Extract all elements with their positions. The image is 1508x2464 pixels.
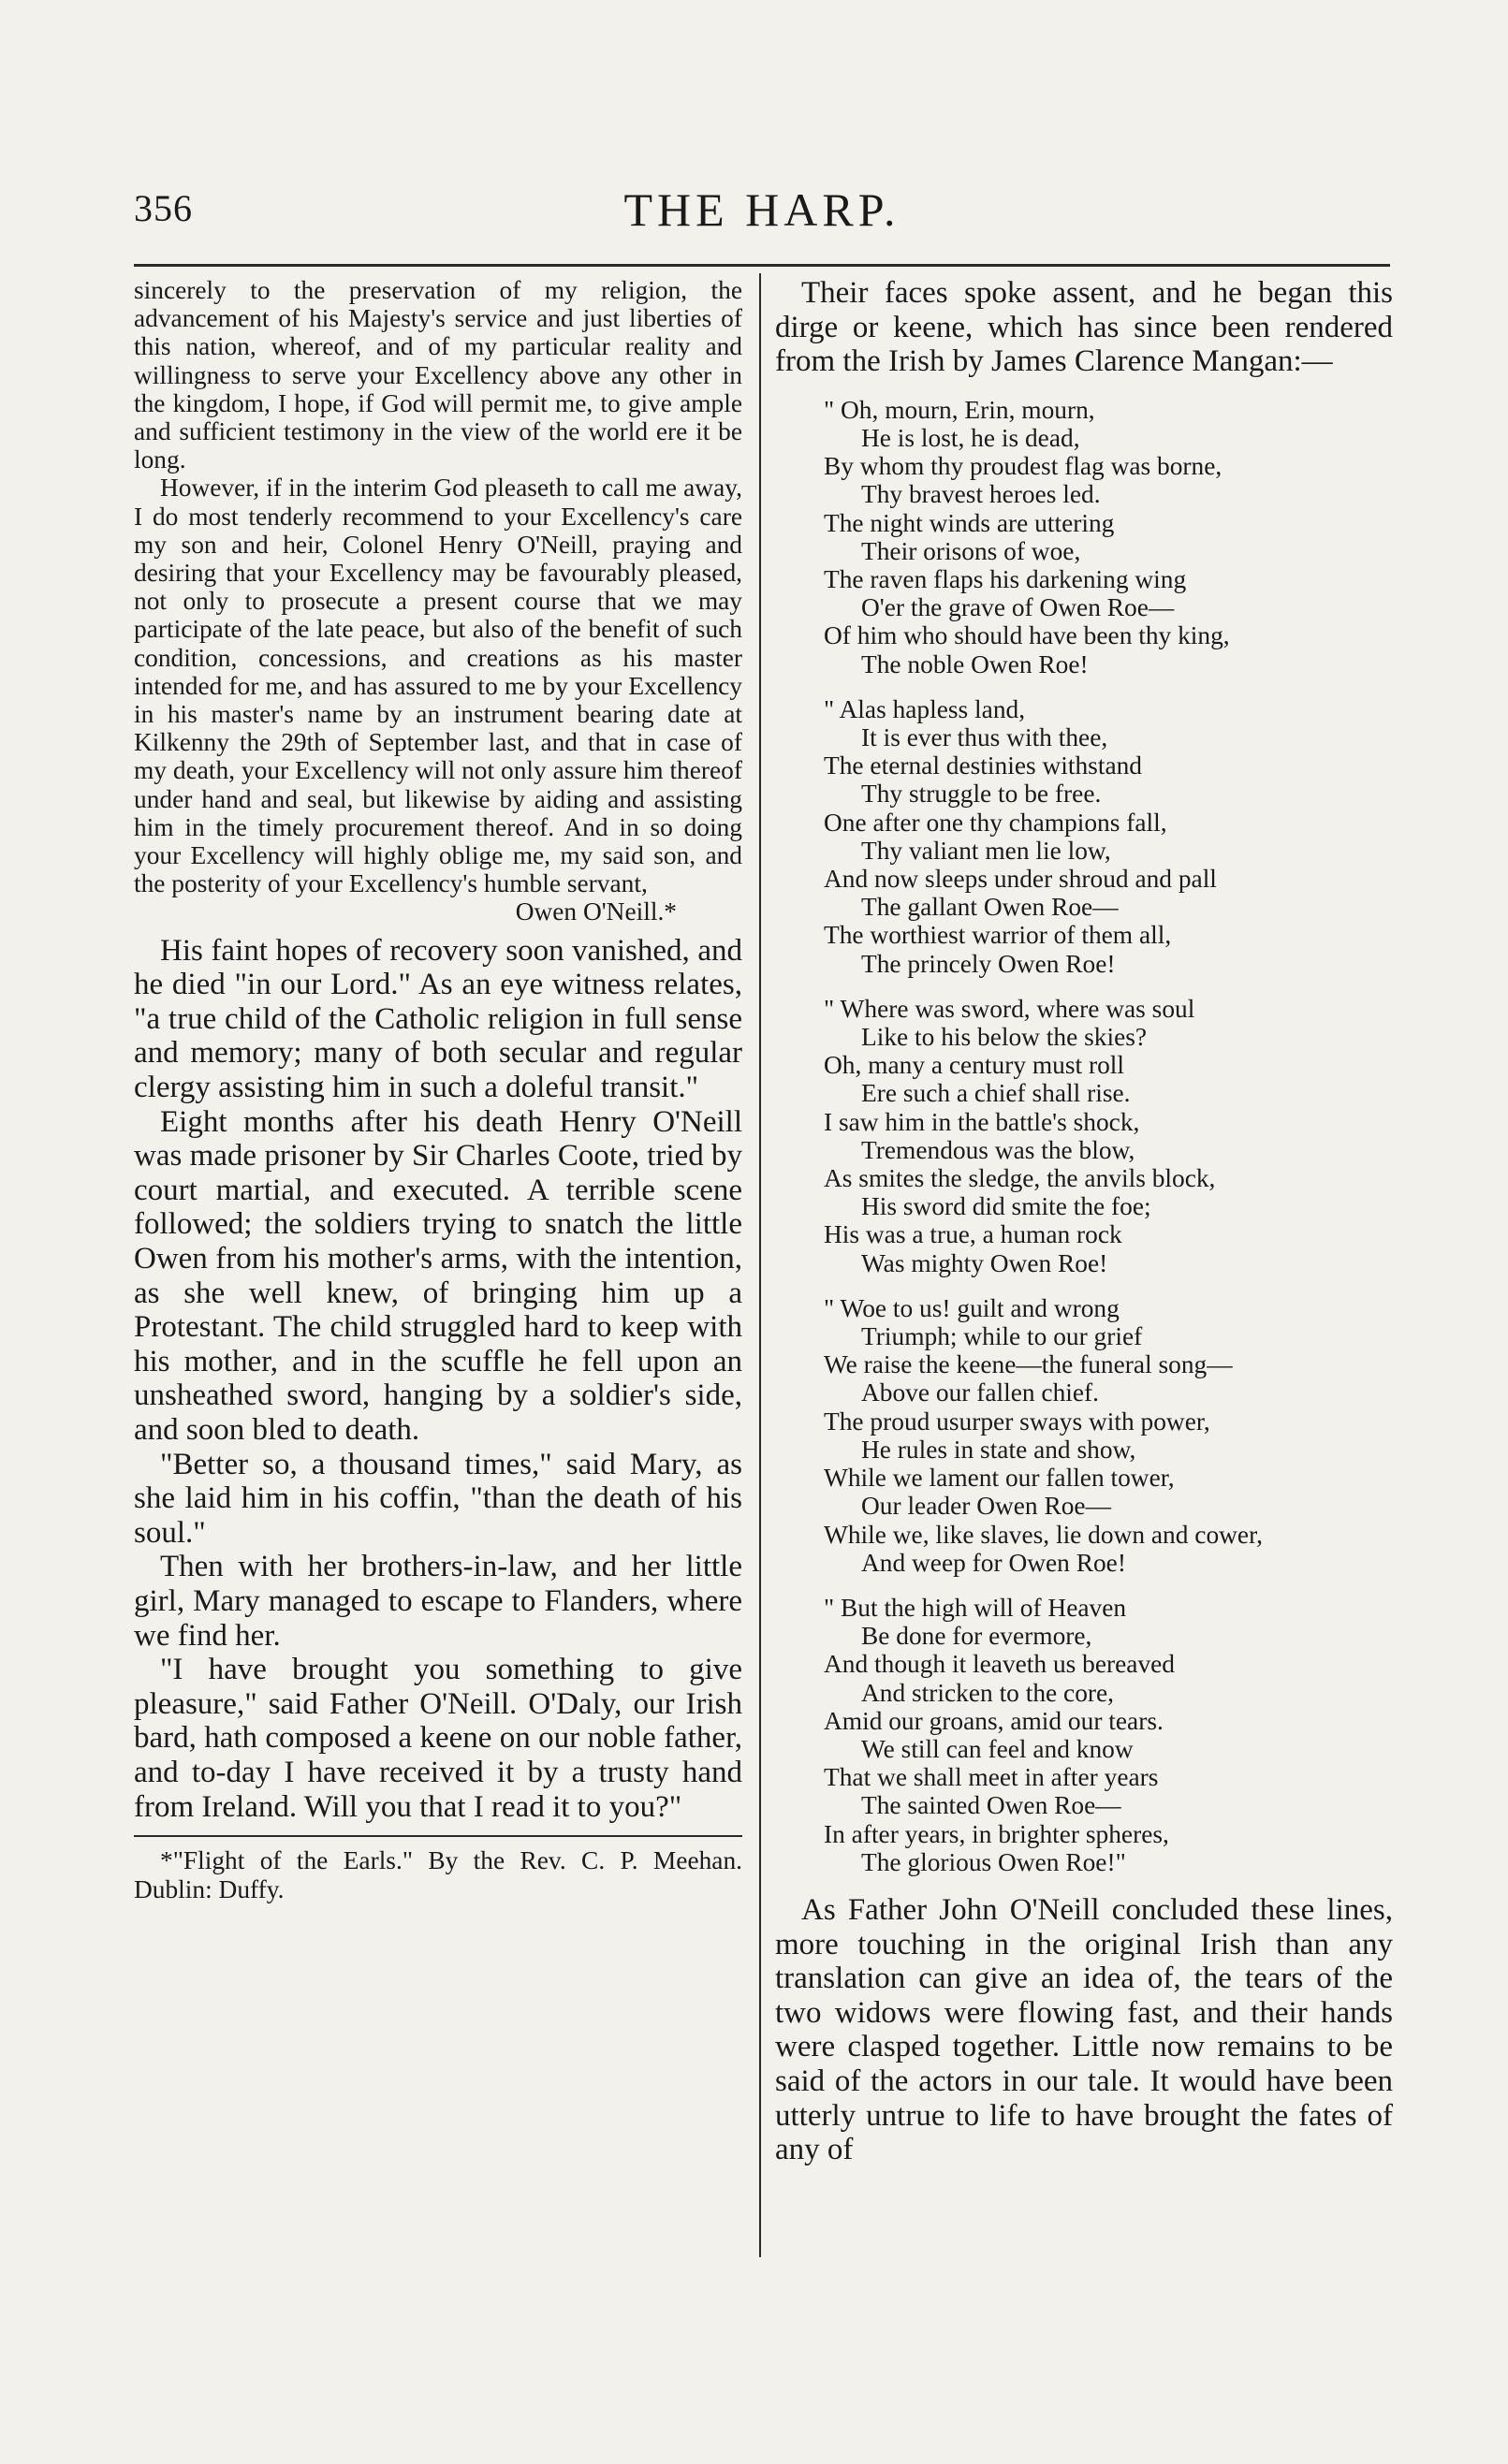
poem-line: We still can feel and know: [861, 1734, 1134, 1763]
column-divider: [759, 273, 761, 2257]
poem-line: Was mighty Owen Roe!: [861, 1248, 1108, 1277]
body-paragraph: His faint hopes of recovery soon vanished, and he died "in our Lord." As an eye witness relates, "a true child of the Catholic religion in full sense and memory; many of both secular and regular clergy assisting him in such a doleful transit.": [134, 933, 742, 1105]
poem-stanza: [775, 995, 1393, 1277]
poem-line: He rules in state and show,: [861, 1435, 1136, 1464]
poem-line: Ere such a chief shall rise.: [861, 1079, 1131, 1108]
poem-line: While we, like slaves, lie down and cower,: [824, 1520, 1263, 1549]
poem-stanza: [775, 1594, 1393, 1876]
left-column: [134, 276, 742, 1903]
poem-line: While we lament our fallen tower,: [824, 1464, 1175, 1493]
poem-line: And now sleeps under shroud and pall: [824, 865, 1217, 894]
poem-line: Triumph; while to our grief: [861, 1322, 1143, 1351]
poem-line: And though it leaveth us bereaved: [824, 1650, 1175, 1679]
page-header: [134, 182, 1390, 239]
poem-line: Oh, many a century must roll: [824, 1051, 1125, 1080]
poem-line: Our leader Owen Roe—: [861, 1492, 1111, 1521]
poem-line: And stricken to the core,: [861, 1678, 1115, 1707]
poem-line: Above our fallen chief.: [861, 1378, 1100, 1407]
header-rule: [134, 264, 1390, 267]
poem-line: Be done for evermore,: [861, 1622, 1092, 1651]
poem-line: " Oh, mourn, Erin, mourn,: [824, 395, 1095, 424]
poem-line: In after years, in brighter spheres,: [824, 1819, 1169, 1848]
body-paragraph: As Father John O'Neill concluded these lines, more touching in the original Irish than any translation can give an idea of, the tears of the two widows were flowing fast, and their hands were clasped together. Little now remains to be said of the actors in our tale. It would have been utterly untrue to life to have brought the fates of any of: [775, 1892, 1393, 2167]
poem-line: " Where was sword, where was soul: [824, 994, 1195, 1023]
poem-line: The gallant Owen Roe—: [861, 893, 1119, 922]
poem-line: Amid our groans, amid our tears.: [824, 1706, 1164, 1735]
poem-line: The raven flaps his darkening wing: [824, 565, 1187, 593]
footnote-rule: [134, 1835, 742, 1837]
poem-line: The proud usurper sways with power,: [824, 1407, 1210, 1436]
footnote: *"Flight of the Earls." By the Rev. C. P. Meehan. Dublin: Duffy.: [134, 1846, 742, 1903]
poem-line: " Woe to us! guilt and wrong: [824, 1293, 1120, 1322]
poem-line: The night winds are uttering: [824, 508, 1115, 537]
poem-line: The noble Owen Roe!: [861, 649, 1089, 678]
poem-line: That we shall meet in after years: [824, 1763, 1159, 1792]
poem-line: He is lost, he is dead,: [861, 423, 1080, 452]
poem-line: Like to his below the skies?: [861, 1023, 1148, 1052]
poem-line: The eternal destinies withstand: [824, 751, 1143, 780]
poem-line: It is ever thus with thee,: [861, 723, 1108, 752]
poem-line: Thy struggle to be free.: [861, 780, 1102, 809]
body-paragraph: Eight months after his death Henry O'Neill was made prisoner by Sir Charles Coote, tried by court martial, and executed. A terrible scene followed; the soldiers trying to snatch the little Owen from his mother's arms, with the intention, as she well knew, of bringing him up a Protestant. The child struggled hard to keep with his mother, and in the scuffle he fell upon an unsheathed sword, hanging by a soldier's side, and soon bled to death.: [134, 1104, 742, 1447]
right-column: [775, 276, 1393, 2167]
body-paragraph: Then with her brothers-in-law, and her little girl, Mary managed to escape to Flanders, where we find her.: [134, 1550, 742, 1653]
poem-line: The glorious Owen Roe!": [861, 1847, 1126, 1876]
poem-line: I saw him in the battle's shock,: [824, 1107, 1140, 1136]
poem-line: The sainted Owen Roe—: [861, 1791, 1121, 1820]
body-paragraph: "Better so, a thousand times," said Mary, as she laid him in his coffin, "than the death of his soul.": [134, 1447, 742, 1550]
poem-line: The princely Owen Roe!: [861, 949, 1116, 978]
poem-line: As smites the sledge, the anvils block,: [824, 1164, 1216, 1193]
poem-line: Thy valiant men lie low,: [861, 836, 1111, 865]
poem-line: Of him who should have been thy king,: [824, 621, 1230, 650]
poem-line: By whom thy proudest flag was borne,: [824, 452, 1223, 481]
letter-paragraph: However, if in the interim God pleaseth to call me away, I do most tenderly recommend to your Excellency's care my son and heir, Colonel Henry O'Neill, praying and desiring that your Excellency may be favourably pleased, not only to prosecute a present course that we may participate of the late peace, but also of the benefit of such condition, concessions, and creations as his master intended for me, and has assured to me by your Excellency in his master's name by an instrument bearing date at Kilkenny the 29th of September last, and that in case of my death, your Excellency will not only assure him thereof under hand and seal, but likewise by aiding and assisting him in the timely procurement thereof. And in so doing your Excellency will highly oblige me, my said son, and the posterity of your Excellency's humble servant,: [134, 474, 742, 898]
poem-line: " But the high will of Heaven: [824, 1593, 1127, 1622]
poem-line: His was a true, a human rock: [824, 1220, 1122, 1249]
poem-line: " Alas hapless land,: [824, 694, 1026, 723]
poem-intro: Their faces spoke assent, and he began this dirge or keene, which has since been rendered from the Irish by James Clarence Mangan:—: [775, 276, 1393, 379]
poem-line: We raise the keene—the funeral song—: [824, 1350, 1233, 1379]
keene-poem: [775, 396, 1393, 1876]
poem-stanza: [775, 1294, 1393, 1577]
letter-paragraph: sincerely to the preservation of my religion, the advancement of his Majesty's service and just liberties of this nation, whereof, and of my particular reality and willingness to serve your Excellency above any other in the kingdom, I hope, if God will permit me, to give ample and sufficient testimony in the view of the world ere it be long.: [134, 276, 742, 474]
poem-line: And weep for Owen Roe!: [861, 1548, 1126, 1577]
poem-line: His sword did smite the foe;: [861, 1192, 1151, 1221]
poem-stanza: [775, 695, 1393, 978]
poem-line: O'er the grave of Owen Roe—: [861, 593, 1175, 622]
poem-line: Thy bravest heroes led.: [861, 480, 1101, 509]
letter-signature: Owen O'Neill.*: [515, 897, 677, 926]
poem-line: Tremendous was the blow,: [861, 1135, 1135, 1164]
running-title: THE HARP.: [623, 183, 900, 236]
page-number: 356: [134, 187, 193, 229]
poem-line: One after one thy champions fall,: [824, 808, 1167, 837]
poem-stanza: [775, 396, 1393, 678]
poem-line: The worthiest warrior of them all,: [824, 921, 1172, 950]
poem-line: Their orisons of woe,: [861, 536, 1081, 565]
body-paragraph: "I have brought you something to give pleasure," said Father O'Neill. O'Daly, our Irish bard, hath composed a keene on our noble father, and to-day I have received it by a trusty hand from Ireland. Will you that I read it to you?": [134, 1653, 742, 1824]
